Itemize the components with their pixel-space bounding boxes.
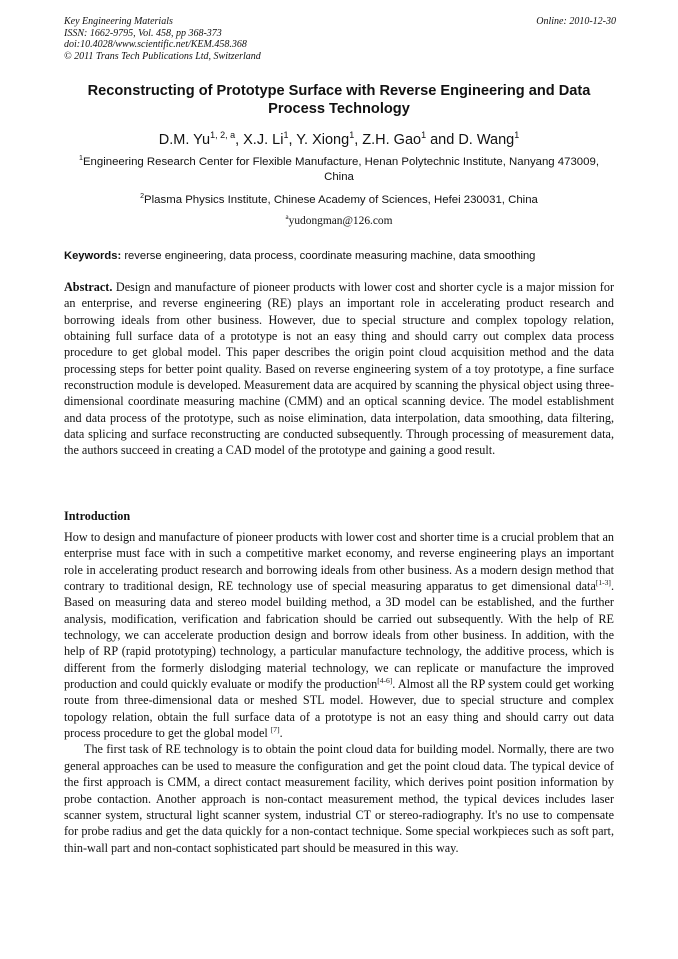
paragraph-text: . Almost all the RP system could get working route from three-dimensional data or meshed STL model. However, due to special structure and complex topology relation, obtain the full surface data of a prototype is not an easy thing and should carry out data process procedure to get the global model bbox=[64, 677, 615, 741]
author: X.J. Li bbox=[243, 132, 284, 148]
abstract bbox=[64, 279, 614, 459]
affiliation-mark: 2 bbox=[140, 193, 145, 201]
author-affiliation-mark: 1, 2, a bbox=[210, 130, 236, 141]
author-affiliation-mark: 1 bbox=[421, 130, 427, 141]
affiliation-text: Plasma Physics Institute, Chinese Academy of Sciences, Hefei 230031, China bbox=[144, 194, 538, 206]
journal-header bbox=[64, 16, 616, 62]
keywords bbox=[64, 249, 624, 263]
introduction-paragraph-2: The first task of RE technology is to obtain the point cloud data for building model. Normally, there are two general approaches can be used to measure the configuration and get the point cloud data. The typical device of the first approach is CMM, a direct contact measurement facility, which derives point position information by probe contaction. Another approach is non-contact measurement method, the typical devices includes laser scanner system, structural light scanner system, industrial CT or stereo-radiography. It's no use to compensate for probe radius and get the data quickly for a non-contact technique. Some special workpieces such as soft part, thin-wall part and non-contact sophisticated part should be measured in this way. bbox=[64, 742, 614, 855]
citation[interactable]: [1-3] bbox=[595, 577, 611, 587]
paragraph-text: . bbox=[279, 726, 283, 741]
journal-issn: ISSN: 1662-9795, Vol. 458, pp 368-373 bbox=[64, 27, 222, 39]
citation[interactable]: [7] bbox=[270, 725, 280, 735]
affiliation-mark: 1 bbox=[79, 155, 83, 163]
author: D. Wang bbox=[458, 132, 515, 148]
author-separator: , bbox=[354, 132, 363, 148]
journal-name: Key Engineering Materials bbox=[64, 16, 173, 27]
author-separator: and bbox=[426, 132, 459, 148]
affiliation-1 bbox=[68, 155, 610, 184]
paragraph-text: . Based on measuring data and stereo model building method, a 3D model can be established, and the further analysis, modification, verification and fabrication should be carried out subsequently. With the help of RE technology, we can accelerate production design and borrow ideals from other business. In addition, with the help of RP (rapid prototyping) technology, a particular manufacture technology, the additive process, which is different from the formerly dislodging material technology, we can replicate or manufacture the improved production and could quickly evaluate or modify the production bbox=[64, 579, 614, 692]
author-separator: , bbox=[288, 132, 297, 148]
affiliation-text: Engineering Research Center for Flexible Manufacture, Henan Polytechnic Institute, Nanyang 473009, China bbox=[82, 156, 599, 183]
journal-doi: doi:10.4028/www.scientific.net/KEM.458.368 bbox=[64, 39, 247, 50]
author: D.M. Yu bbox=[158, 132, 211, 148]
author-affiliation-mark: 1 bbox=[349, 130, 355, 141]
paper-title: Reconstructing of Prototype Surface with Reverse Engineering and Data Process Technology bbox=[87, 83, 591, 117]
author-separator: , bbox=[235, 132, 244, 148]
email-mark: a bbox=[285, 213, 289, 222]
citation[interactable]: [4-6] bbox=[377, 676, 393, 686]
author-affiliation-mark: 1 bbox=[514, 130, 520, 141]
introduction-body bbox=[64, 529, 614, 856]
introduction-paragraph-1 bbox=[64, 529, 614, 741]
abstract-text: Design and manufacture of pioneer products with lower cost and shorter cycle is a major mission for an enterprise, and reverse engineering (RE) plays an important role in accelerating product research and borrowing ideals from other business. However, due to special structure and complex topology relation, obtaining full surface data of a prototype is not an easy thing and should carry out complex data process procedure to get global model. This paper describes the origin point cloud acquisition method and the data processing steps for better point quality. Based on reverse engineering system of a toy prototype, a fine surface reconstruction module is developed. Measurement data are acquired by scanning the physical object using three-dimensional coordinate measuring machine (CMM) and an optical scanning device. The model establishment and data process of the prototype, such as noise elimination, data interpolation, data smoothing, data filtering, data splicing and surface reconstructing are conducted subsequently. Through processing of measurement data, the authors succeed in creating a CAD model of the prototype and gaining a good result. bbox=[64, 280, 615, 458]
email-link[interactable]: yudongman@126.com bbox=[288, 215, 393, 227]
online-date: Online: 2010-12-30 bbox=[536, 16, 616, 27]
paragraph-text: How to design and manufacture of pioneer products with lower cost and shorter time is a crucial problem that an enterprise must face with in such a competitive market economy, and reverse engineering plays an important role in accelerating product research and borrowing ideals from other business. As a modern design method that contrary to traditional design, RE technology use of special measuring apparatus to get dimensional data bbox=[64, 530, 614, 594]
author: Y. Xiong bbox=[296, 132, 350, 148]
author-email bbox=[64, 214, 614, 228]
author-list bbox=[40, 131, 638, 149]
keywords-label: Keywords: bbox=[64, 250, 122, 262]
abstract-label: Abstract. bbox=[64, 280, 113, 294]
affiliation-2 bbox=[68, 193, 610, 208]
journal-copyright: © 2011 Trans Tech Publications Ltd, Switzerland bbox=[64, 50, 261, 62]
author: Z.H. Gao bbox=[362, 132, 422, 148]
keywords-text: reverse engineering, data process, coordinate measuring machine, data smoothing bbox=[124, 250, 536, 262]
author-affiliation-mark: 1 bbox=[283, 130, 289, 141]
section-heading-introduction: Introduction bbox=[64, 509, 131, 523]
